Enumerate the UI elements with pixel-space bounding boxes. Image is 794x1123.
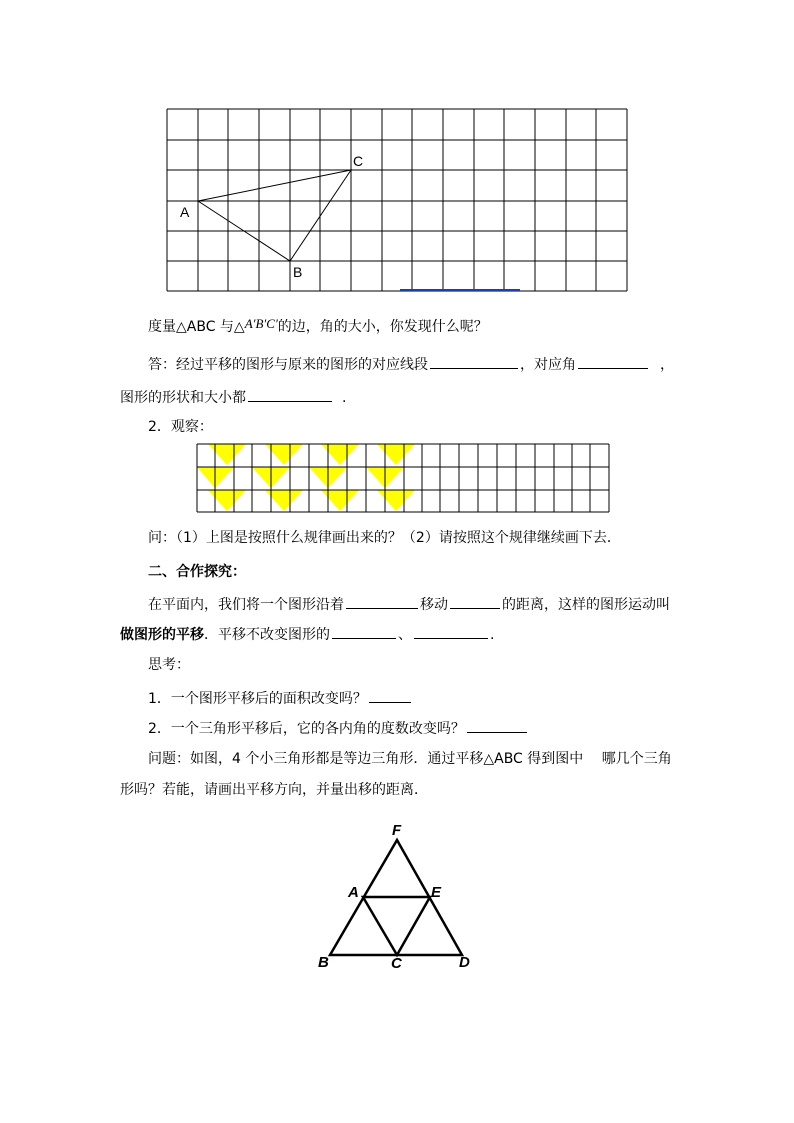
yellow-triangles (197, 444, 415, 511)
answer-blank-segments[interactable] (430, 354, 518, 369)
vertex-label-a: A (348, 884, 359, 901)
triangle-abc (198, 170, 351, 261)
explore-blank-size[interactable] (414, 624, 488, 639)
question-1: 问：（1）上图是按照什么规律画出来的？（2）请按照这个规律继续画下去． (148, 530, 621, 546)
answer-blank-angles[interactable] (578, 354, 648, 369)
think-blank-1[interactable] (369, 688, 411, 703)
vertex-label-e: E (431, 884, 442, 901)
vertex-label-f: F (392, 822, 402, 839)
problem-line-1: 问题：如图，4 个小三角形都是等边三角形．通过平移△ABC 得到图中 哪几个三角 (148, 751, 672, 767)
vertex-label-c: C (353, 153, 364, 169)
explore-line-2: 做图形的平移．平移不改变图形的 、 . (120, 624, 494, 644)
vertex-label-b: B (318, 954, 329, 971)
answer-line-1: 答：经过平移的图形与原来的图形的对应线段 ，对应角 ， (148, 354, 674, 374)
observe-label: 2．观察： (148, 419, 213, 435)
inner-triangle-ace (363, 897, 430, 955)
answer-line-2: 图形的形状和大小都 . (120, 387, 346, 407)
explore-blank-direction[interactable] (346, 594, 418, 609)
equilateral-triangles-figure (310, 815, 480, 975)
grid-figure-yellow-triangles (190, 440, 620, 520)
measure-line: 度量△ABC 与△A′B′C′的边，角的大小，你发现什么呢？ (148, 316, 488, 335)
triangle-prime-label: A′B′C′ (244, 316, 278, 331)
vertex-label-d: D (459, 954, 470, 971)
grid-lines (167, 109, 627, 291)
vertex-label-b: B (293, 264, 303, 280)
vertex-label-a: A (180, 204, 190, 220)
vertex-label-c: C (391, 955, 402, 972)
explore-line-1: 在平面内，我们将一个图形沿着 移动 的距离，这样的图形运动叫 (148, 594, 670, 614)
explore-blank-shape[interactable] (332, 624, 396, 639)
think-blank-2[interactable] (467, 718, 527, 733)
problem-line-2: 形吗？若能，请画出平移方向，并量出移的距离． (120, 782, 428, 798)
explore-blank-distance[interactable] (450, 594, 500, 609)
think-question-1: 1．一个图形平移后的面积改变吗？ (148, 688, 413, 708)
think-question-2: 2．一个三角形平移后，它的各内角的度数改变吗？ (148, 718, 529, 738)
answer-blank-shape[interactable] (248, 387, 332, 402)
blue-underline-mark (400, 289, 520, 291)
grid-figure-triangle-abc (150, 100, 650, 300)
section-2-title: 二、合作探究： (148, 564, 246, 580)
think-label: 思考： (148, 657, 190, 673)
